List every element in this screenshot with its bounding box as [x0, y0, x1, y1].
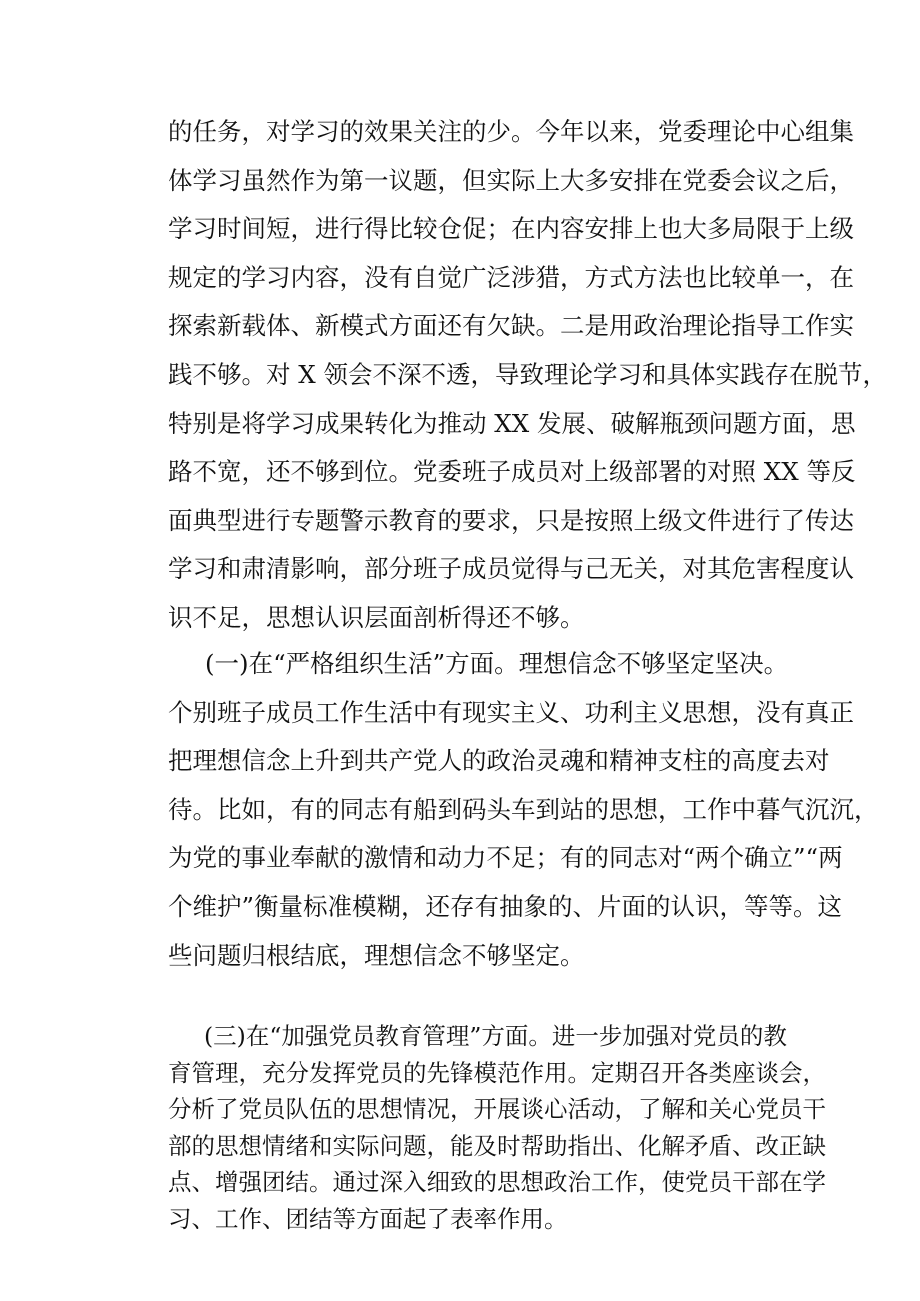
text-line: 习、工作、团结等方面起了表率作用。 — [168, 1204, 568, 1233]
paragraph-organizational-life — [168, 640, 879, 980]
text-line: 点、增强团结。通过深入细致的思想政治工作，使党员干部在学 — [168, 1168, 826, 1196]
text-line: 体学习虽然作为第一议题，但实际上大多安排在党委会议之后， — [168, 165, 854, 195]
text-line: 部的思想情绪和实际问题，能及时帮助指出、化解矛盾、改正缺 — [168, 1131, 826, 1160]
text-line: 些问题归根结底，理想信念不够坚定。 — [168, 940, 585, 970]
text-line: 待。比如，有的同志有船到码头车到站的思想，工作中暮气沉沉， — [168, 794, 879, 824]
text-line: 个别班子成员工作生活中有现实主义、功利主义思想，没有真正 — [168, 697, 854, 727]
text-line: 规定的学习内容，没有自觉广泛涉猎，方式方法也比较单一，在 — [168, 262, 854, 292]
text-line: 的任务，对学习的效果关注的少。今年以来，党委理论中心组集 — [168, 117, 854, 146]
text-line: 路不宽，还不够到位。党委班子成员对上级部署的对照 XX 等反 — [168, 457, 856, 487]
text-line: 把理想信念上升到共产党人的政治灵魂和精神支柱的高度去对 — [168, 746, 830, 776]
text-line: 学习和肃清影响，部分班子成员觉得与己无关，对其危害程度认 — [168, 554, 854, 584]
text-line: 育管理，充分发挥党员的先锋模范作用。定期召开各类座谈会， — [168, 1058, 826, 1087]
text-line: 分析了党员队伍的思想情况，开展谈心活动，了解和关心党员干 — [168, 1095, 826, 1123]
text-line: 识不足，思想认识层面剖析得还不够。 — [168, 602, 585, 632]
text-line: 特别是将学习成果转化为推动 XX 发展、破解瓶颈问题方面，思 — [168, 408, 856, 438]
text-line: 为党的事业奉献的激情和动力不足；有的同志对“两个确立”“两 — [168, 843, 843, 873]
section-heading-line: (一)在“严格组织生活”方面。理想信念不够坚定坚决。 — [205, 649, 789, 678]
paragraph-member-education — [168, 1018, 826, 1237]
text-line: 践不够。对 X 领会不深不透，导致理论学习和具体实践存在脱节， — [168, 359, 888, 389]
text-line: 个维护”衡量标准模糊，还存有抽象的、片面的认识，等等。这 — [168, 891, 843, 921]
text-line: 探索新载体、新模式方面还有欠缺。二是用政治理论指导工作实 — [168, 311, 854, 341]
paragraph-theory-study — [168, 108, 888, 643]
text-line: 面典型进行专题警示教育的要求，只是按照上级文件进行了传达 — [168, 505, 854, 535]
text-line: 学习时间短，进行得比较仓促；在内容安排上也大多局限于上级 — [168, 214, 854, 244]
section-heading-line: (三)在“加强党员教育管理”方面。进一步加强对党员的教 — [204, 1022, 787, 1050]
